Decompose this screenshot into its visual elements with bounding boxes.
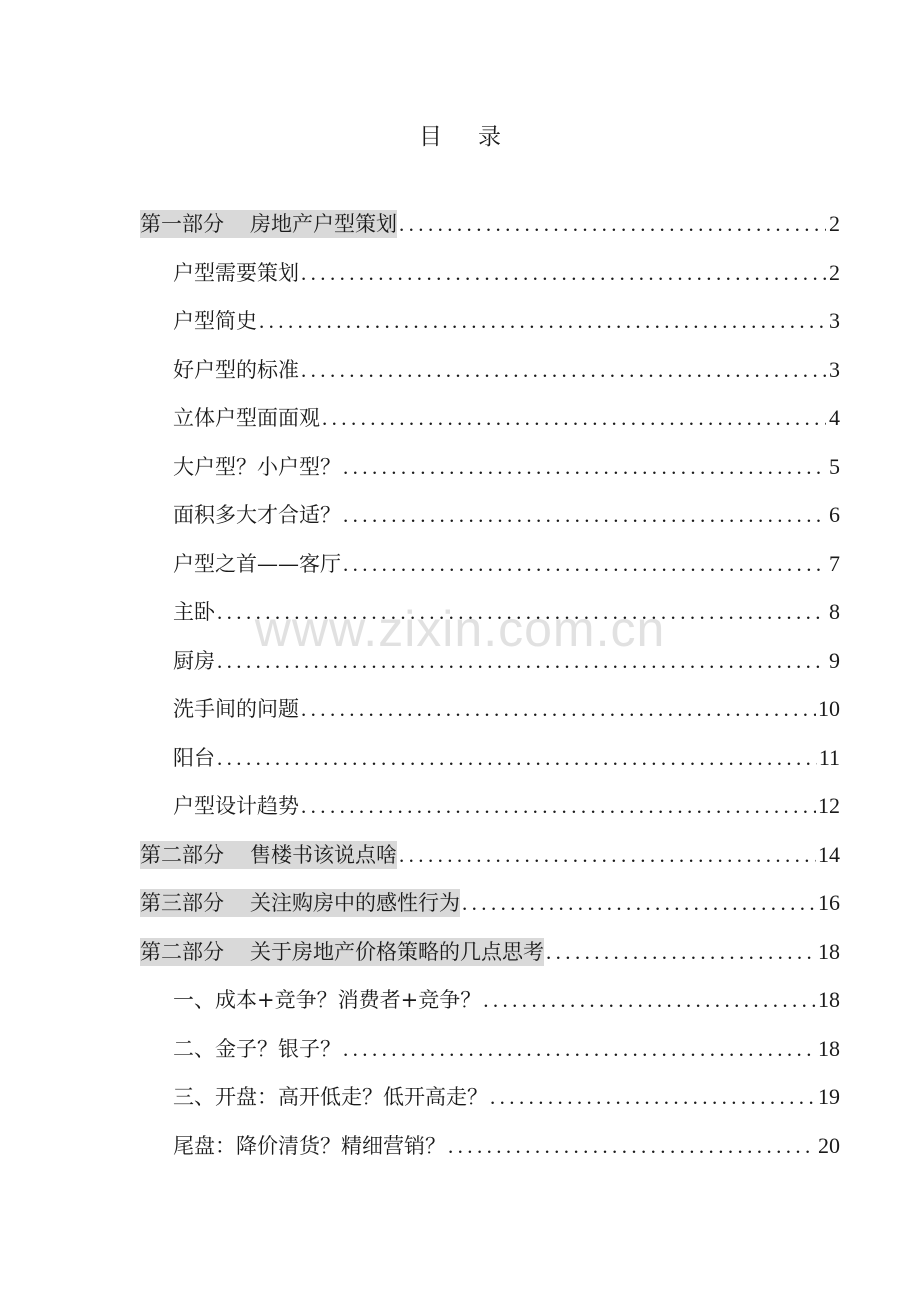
toc-page-number: 20 xyxy=(818,1132,840,1158)
toc-entry-title xyxy=(173,1035,341,1063)
toc-page-number: 8 xyxy=(826,598,840,626)
toc-entry-title xyxy=(173,1083,488,1111)
toc-entry-title xyxy=(140,938,544,966)
toc-page-number: 16 xyxy=(818,890,840,915)
toc-page-number: 14 xyxy=(818,841,840,867)
toc-dot-leader xyxy=(446,1132,816,1160)
toc-entry-text: 大户型？小户型？ xyxy=(173,454,341,479)
toc-page-number: 18 xyxy=(818,1035,840,1061)
toc-part-entry[interactable] xyxy=(140,889,840,938)
toc-entry-title xyxy=(173,453,341,481)
toc-dot-leader xyxy=(341,501,826,529)
toc-entry-text: 厨房 xyxy=(173,648,215,673)
toc-part-entry[interactable] xyxy=(140,841,840,890)
toc-entry-text: 关于房地产价格策略的几点思考 xyxy=(250,939,544,964)
toc-part-label: 第三部分 xyxy=(140,891,224,915)
toc-dot-leader xyxy=(481,986,816,1014)
toc-entry-text: 售楼书该说点啥 xyxy=(250,842,397,867)
toc-entry-text: 好户型的标准 xyxy=(173,357,299,382)
toc-dot-leader xyxy=(341,550,826,578)
toc-part-label: 第一部分 xyxy=(140,212,224,236)
toc-entry-text: 三、开盘：高开低走？低开高走？ xyxy=(173,1085,488,1109)
toc-entry-title xyxy=(140,210,397,238)
toc-dot-leader xyxy=(299,259,826,287)
toc-heading-part1: 目 xyxy=(419,124,442,150)
toc-page-number: 9 xyxy=(826,647,840,675)
toc-page-number: 3 xyxy=(826,307,840,335)
toc-dot-leader xyxy=(341,453,826,481)
toc-entry-text: 关注购房中的感性行为 xyxy=(250,891,460,915)
toc-page-number: 4 xyxy=(826,404,840,432)
toc-heading xyxy=(0,118,920,151)
toc-dot-leader xyxy=(257,307,826,335)
toc-entry-text: 二、金子？银子？ xyxy=(173,1036,341,1061)
toc-dot-leader xyxy=(299,695,816,723)
toc-entry-title xyxy=(173,744,215,772)
toc-page-number: 3 xyxy=(826,356,840,384)
toc-dot-leader xyxy=(341,1035,816,1063)
toc-page-number: 11 xyxy=(818,744,840,770)
toc-section-entry[interactable] xyxy=(140,307,840,356)
toc-entry-text: 一、成本+竞争？消费者+竞争？ xyxy=(173,988,482,1012)
toc-page-number: 10 xyxy=(818,696,840,721)
toc-entry-title xyxy=(173,404,320,432)
toc-dot-leader xyxy=(397,210,826,238)
toc-entry-title xyxy=(173,792,299,820)
toc-dot-leader xyxy=(215,744,817,772)
toc-section-entry[interactable] xyxy=(140,598,840,647)
toc-page-number: 6 xyxy=(826,501,840,529)
toc-section-entry[interactable] xyxy=(140,792,840,841)
toc-section-entry[interactable] xyxy=(140,404,840,453)
toc-entry-title xyxy=(173,647,215,675)
toc-dot-leader xyxy=(544,938,816,966)
toc-entry-title xyxy=(173,986,481,1014)
toc-heading-part2: 录 xyxy=(478,124,501,150)
toc-dot-leader xyxy=(397,841,816,869)
toc-section-entry[interactable] xyxy=(140,550,840,599)
toc-dot-leader xyxy=(460,889,816,917)
toc-part-label: 第二部分 xyxy=(140,842,224,867)
toc-entry-title xyxy=(173,598,215,626)
toc-page-number: 5 xyxy=(826,453,840,481)
toc-section-entry[interactable] xyxy=(140,1035,840,1084)
toc-dot-leader xyxy=(320,404,826,432)
toc-entry-text: 主卧 xyxy=(173,600,215,624)
toc-dot-leader xyxy=(488,1083,816,1111)
toc-entry-text: 户型之首——客厅 xyxy=(173,551,341,576)
toc-entry-title xyxy=(173,695,299,723)
toc-part-entry[interactable] xyxy=(140,938,840,987)
toc-entry-title xyxy=(140,841,397,869)
toc-entry-text: 面积多大才合适？ xyxy=(173,503,341,527)
toc-dot-leader xyxy=(215,598,826,626)
toc-entry-title xyxy=(173,550,341,578)
toc-dot-leader xyxy=(299,356,826,384)
toc-entry-title xyxy=(140,889,460,917)
toc-part-entry[interactable] xyxy=(140,210,840,259)
toc-section-entry[interactable] xyxy=(140,356,840,405)
toc-entry-text: 尾盘：降价清货？精细营销？ xyxy=(173,1133,446,1158)
toc-entry-title xyxy=(173,1132,446,1160)
toc-section-entry[interactable] xyxy=(140,259,840,308)
toc-entry-title xyxy=(173,259,299,287)
toc-entry-text: 房地产户型策划 xyxy=(250,212,397,236)
toc-entry-text: 户型简史 xyxy=(173,309,257,333)
toc-page-number: 12 xyxy=(818,793,840,818)
toc-entry-text: 阳台 xyxy=(173,745,215,770)
toc-entry-text: 户型设计趋势 xyxy=(173,794,299,818)
toc-entry-title xyxy=(173,307,257,335)
toc-section-entry[interactable] xyxy=(140,986,840,1035)
toc-part-label: 第二部分 xyxy=(140,939,224,964)
toc-section-entry[interactable] xyxy=(140,501,840,550)
toc-section-entry[interactable] xyxy=(140,744,840,793)
toc-section-entry[interactable] xyxy=(140,453,840,502)
toc-dot-leader xyxy=(299,792,816,820)
toc-entry-title xyxy=(173,501,341,529)
toc-section-entry[interactable] xyxy=(140,695,840,744)
toc-page-number: 18 xyxy=(818,938,840,964)
watermark: www.zixin.com.cn xyxy=(254,601,666,657)
toc-page-number: 7 xyxy=(826,550,840,578)
toc-dot-leader xyxy=(215,647,826,675)
toc-entry-text: 立体户型面面观 xyxy=(173,406,320,430)
toc-page-number: 18 xyxy=(818,987,840,1012)
toc-entry-title xyxy=(173,356,299,384)
toc-section-entry[interactable] xyxy=(140,647,840,696)
toc-section-entry[interactable] xyxy=(140,1132,840,1181)
toc-page-number: 19 xyxy=(818,1084,840,1109)
table-of-contents xyxy=(140,210,840,1180)
toc-page-number: 2 xyxy=(826,259,840,287)
toc-page-number: 2 xyxy=(826,210,840,238)
toc-entry-text: 户型需要策划 xyxy=(173,260,299,285)
toc-section-entry[interactable] xyxy=(140,1083,840,1132)
toc-entry-text: 洗手间的问题 xyxy=(173,697,299,721)
